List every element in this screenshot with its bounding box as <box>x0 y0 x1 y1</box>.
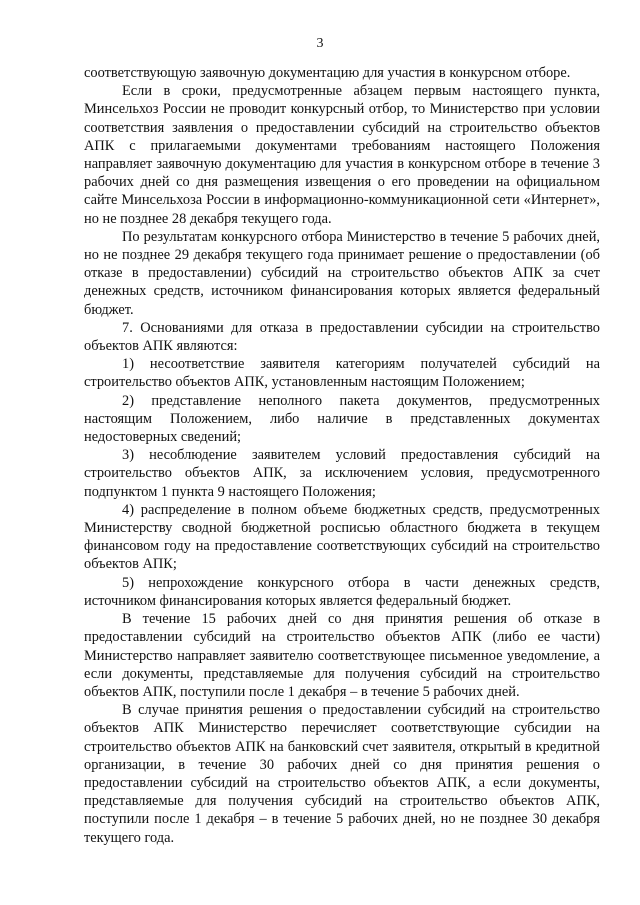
list-item-ground-2: 2) представление неполного пакета документов, предусмотренных настоящим Положением, либо наличие в представленных документах недостоверных сведений; <box>84 392 600 446</box>
list-item-ground-1: 1) несоответствие заявителя категориям получателей субсидий на строительство объектов АПК, установленным настоящим Положением; <box>84 356 600 391</box>
paragraph-subsidy-transfer: В случае принятия решения о предоставлении субсидий на строительство объектов АПК Министерство перечисляет соответствующие субсидии на строительство объектов АПК на банковский счет заявителя, открытый в кредитной организации, в течение 30 рабочих дней со дня принятия решения о предоставлении субсидий на строительство объектов АПК, а если документы, представляемые для получения субсидий на строительство объектов АПК, поступили после 1 декабря – в течение 5 рабочих дней, но не позднее 30 декабря текущего года. <box>84 702 600 846</box>
list-item-ground-5: 5) непрохождение конкурсного отбора в части денежных средств, источником финансирования которых является федеральный бюджет. <box>84 574 600 609</box>
paragraph-refusal-notice: В течение 15 рабочих дней со дня принятия решения об отказе в предоставлении субсидий на строительство объектов АПК (либо ее части) Министерство направляет заявителю соответствующее письменное уведомление, а если документы, представляемые для получения субсидий на строительство объектов АПК, поступили после 1 декабря – в течение 5 рабочих дней. <box>84 611 600 700</box>
document-body <box>84 64 600 847</box>
paragraph-no-selection: Если в сроки, предусмотренные абзацем первым настоящего пункта, Минсельхоз России не проводит конкурсный отбор, то Министерство при условии соответствия заявления о предоставлении субсидий на строительство объектов АПК с прилагаемыми документами требованиям настоящего Положения направляет заявочную документацию для участия в конкурсном отборе в течение 3 рабочих дней со дня размещения извещения о его проведении на официальном сайте Минсельхоза России в информационно-коммуникационной сети «Интернет», но не позднее 28 декабря текущего года. <box>84 83 600 227</box>
list-item-ground-3: 3) несоблюдение заявителем условий предоставления субсидий на строительство объектов АПК, за исключением условия, предусмотренного подпунктом 1 пункта 9 настоящего Положения; <box>84 447 600 500</box>
paragraph-refusal-grounds: 7. Основаниями для отказа в предоставлении субсидии на строительство объектов АПК являются: <box>84 319 600 355</box>
paragraph-continuation: соответствующую заявочную документацию для участия в конкурсном отборе. <box>84 65 571 81</box>
list-item-ground-4: 4) распределение в полном объеме бюджетных средств, предусмотренных Министерству сводной бюджетной росписью областного бюджета в текущем финансовом году на предоставление соответствующих субсидий на строительство объектов АПК; <box>84 501 600 573</box>
page-number: 3 <box>316 36 324 51</box>
paragraph-selection-results: По результатам конкурсного отбора Министерство в течение 5 рабочих дней, но не позднее 29 декабря текущего года принимает решение о предоставлении (об отказе в предоставлении) субсидий на строительство объектов АПК за счет денежных средств, источником финансирования которых является федеральный бюджет. <box>84 228 600 318</box>
